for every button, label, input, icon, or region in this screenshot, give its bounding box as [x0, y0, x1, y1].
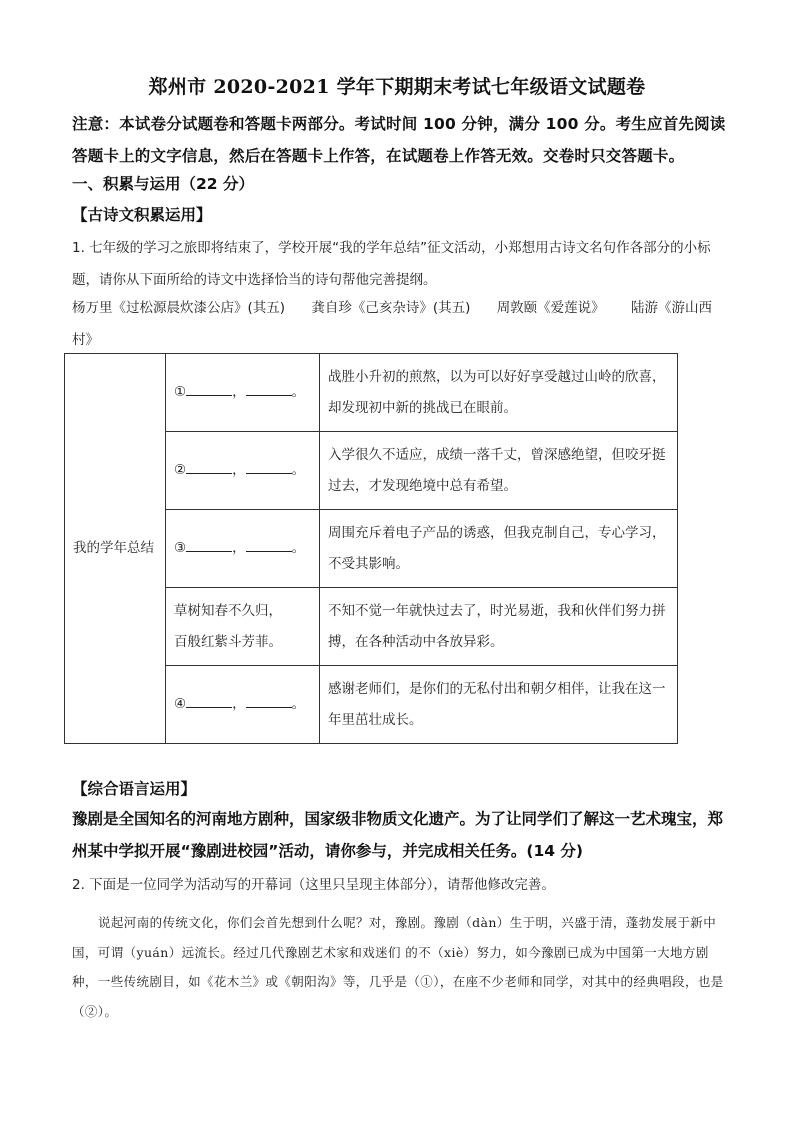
description-cell: 入学很久不适应，成绩一落千丈，曾深感绝望，但咬牙挺过去，才发现绝境中总有希望。 — [320, 432, 678, 510]
answer-blank[interactable] — [186, 535, 232, 552]
period: 。 — [291, 384, 306, 400]
answer-blank-cell — [166, 510, 320, 588]
comma: ， — [232, 462, 246, 478]
subsection-heading-language: 【综合语言运用】 — [72, 780, 197, 798]
comma: ， — [232, 540, 246, 556]
answer-blank[interactable] — [186, 691, 232, 708]
description-cell: 感谢老师们，是你们的无私付出和朝夕相伴，让我在这一年里茁壮成长。 — [320, 666, 678, 744]
poem-source: 龚自珍《己亥杂诗》(其五) — [311, 300, 471, 316]
period: 。 — [291, 540, 306, 556]
summary-outline-table — [64, 353, 678, 744]
question-2-text: 2. 下面是一位同学为活动写的开幕词（这里只呈现主体部分），请帮他修改完善。 — [72, 877, 555, 893]
blank-number: ① — [174, 384, 187, 400]
opening-speech-passage: 说起河南的传统文化，你们会首先想到什么呢？对，豫剧。豫剧（dàn）生于明，兴盛于清，蓬勃发展于新中国，可谓（yuán）远流长。经过几代豫剧艺术家和戏迷们 的不（xiè）努力，如今豫剧已成为中国第一大地方剧种，一些传统剧目，如《花木兰》或《朝阳沟》等，几乎是（①），在座不少老师和同学，对其中的经典唱段，也是（②）。 — [72, 915, 724, 1019]
answer-blank[interactable] — [186, 457, 232, 474]
poem-source-list — [72, 292, 732, 356]
outline-label-cell: 我的学年总结 — [65, 354, 166, 744]
subsection-heading-poetry: 【古诗文积累运用】 — [72, 206, 212, 224]
period: 。 — [291, 462, 306, 478]
description-cell: 不知不觉一年就快过去了，时光易逝，我和伙伴们努力拼搏，在各种活动中各放异彩。 — [320, 588, 678, 666]
answer-blank-cell — [166, 354, 320, 432]
blank-number: ④ — [174, 696, 187, 712]
answer-blank[interactable] — [186, 379, 232, 396]
exam-notice: 注意：本试卷分试题卷和答题卡两部分。考试时间 100 分钟，满分 100 分。考生应首先阅读答题卡上的文字信息，然后在答题卡上作答，在试题卷上作答无效。交卷时只交答题卡。 — [72, 115, 726, 165]
description-cell: 周围充斥着电子产品的诱惑，但我克制自己，专心学习，不受其影响。 — [320, 510, 678, 588]
blank-number: ② — [174, 462, 187, 478]
question-1-text: 1. 七年级的学习之旅即将结束了，学校开展“我的学年总结”征文活动，小郑想用古诗文名句作各部分的小标题，请你从下面所给的诗文中选择恰当的诗句帮他完善提纲。 — [72, 240, 711, 288]
answer-blank[interactable] — [246, 457, 292, 474]
comma: ， — [232, 384, 246, 400]
answer-blank-cell — [166, 432, 320, 510]
poem-line: 草树知春不久归， — [174, 602, 282, 619]
answer-blank-cell — [166, 666, 320, 744]
answer-blank[interactable] — [246, 691, 292, 708]
table-row — [65, 354, 678, 432]
answer-blank[interactable] — [246, 379, 292, 396]
poem-source: 周敦颐《爱莲说》 — [496, 300, 605, 316]
poem-line: 百般红紫斗芳菲。 — [174, 633, 282, 650]
poem-source: 陆游《游山西村》 — [72, 300, 712, 348]
activity-intro: 豫剧是全国知名的河南地方剧种，国家级非物质文化遗产。为了让同学们了解这一艺术瑰宝，郑州某中学拟开展“豫剧进校园”活动，请你参与，并完成相关任务。(14 分) — [72, 810, 724, 860]
poem-source: 杨万里《过松源晨炊漆公店》(其五) — [72, 300, 286, 316]
blank-number: ③ — [174, 540, 187, 556]
description-cell: 战胜小升初的煎熬，以为可以好好享受越过山岭的欣喜，却发现初中新的挑战已在眼前。 — [320, 354, 678, 432]
comma: ， — [232, 696, 246, 712]
page-title: 郑州市 2020-2021 学年下期期末考试七年级语文试题卷 — [148, 76, 646, 98]
answer-blank[interactable] — [246, 535, 292, 552]
period: 。 — [291, 696, 306, 712]
section-heading-1: 一、积累与运用（22 分） — [72, 175, 254, 193]
poem-example-cell — [166, 588, 320, 666]
